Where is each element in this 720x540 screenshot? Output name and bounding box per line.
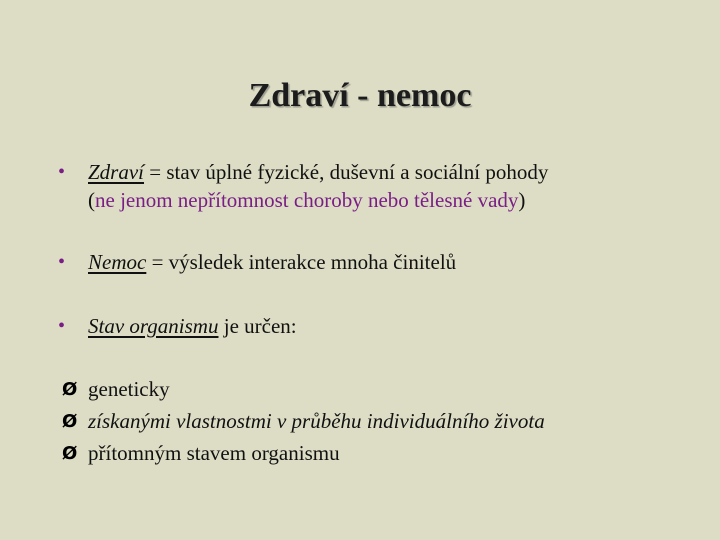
definition-note: ne jenom nepřítomnost choroby nebo tělesné vady (95, 188, 519, 212)
term-stav-organismu: Stav organismu (88, 314, 219, 338)
bullet-zdravi (58, 158, 698, 218)
subitem-text: geneticky (88, 377, 170, 401)
term-zdravi: Zdraví (88, 160, 145, 184)
subitem-text: přítomným stavem organismu (88, 441, 340, 465)
bullet-stav-organismu (58, 312, 698, 342)
term-nemoc: Nemoc (88, 250, 147, 274)
subitem-pritomny-stav (62, 438, 702, 469)
definition-stav-organismu: je určen: (218, 314, 297, 338)
equals-sign: = (144, 160, 167, 184)
definition-nemoc: = výsledek interakce mnoha činitelů (146, 250, 457, 274)
arrow-icon: Ø (62, 379, 78, 400)
subitem-geneticky (62, 374, 702, 405)
bullet-text (88, 248, 688, 276)
arrow-icon: Ø (62, 443, 78, 464)
paren-close: ) (518, 188, 526, 212)
subitem-text: získanými vlastnostmi v průběhu individuálního života (88, 409, 545, 433)
bullet-marker: • (58, 315, 66, 337)
definition-zdravi: stav úplné fyzické, duševní a sociální pohody (166, 160, 549, 184)
bullet-marker: • (58, 161, 66, 183)
subitem-ziskane-vlastnosti (62, 406, 702, 437)
bullet-marker: • (58, 251, 66, 273)
paren-open: ( (88, 188, 95, 212)
bullet-text (88, 158, 688, 214)
bullet-text (88, 312, 688, 340)
slide-title: Zdraví - nemoc (248, 77, 472, 114)
arrow-icon: Ø (62, 411, 78, 432)
bullet-nemoc (58, 248, 698, 278)
